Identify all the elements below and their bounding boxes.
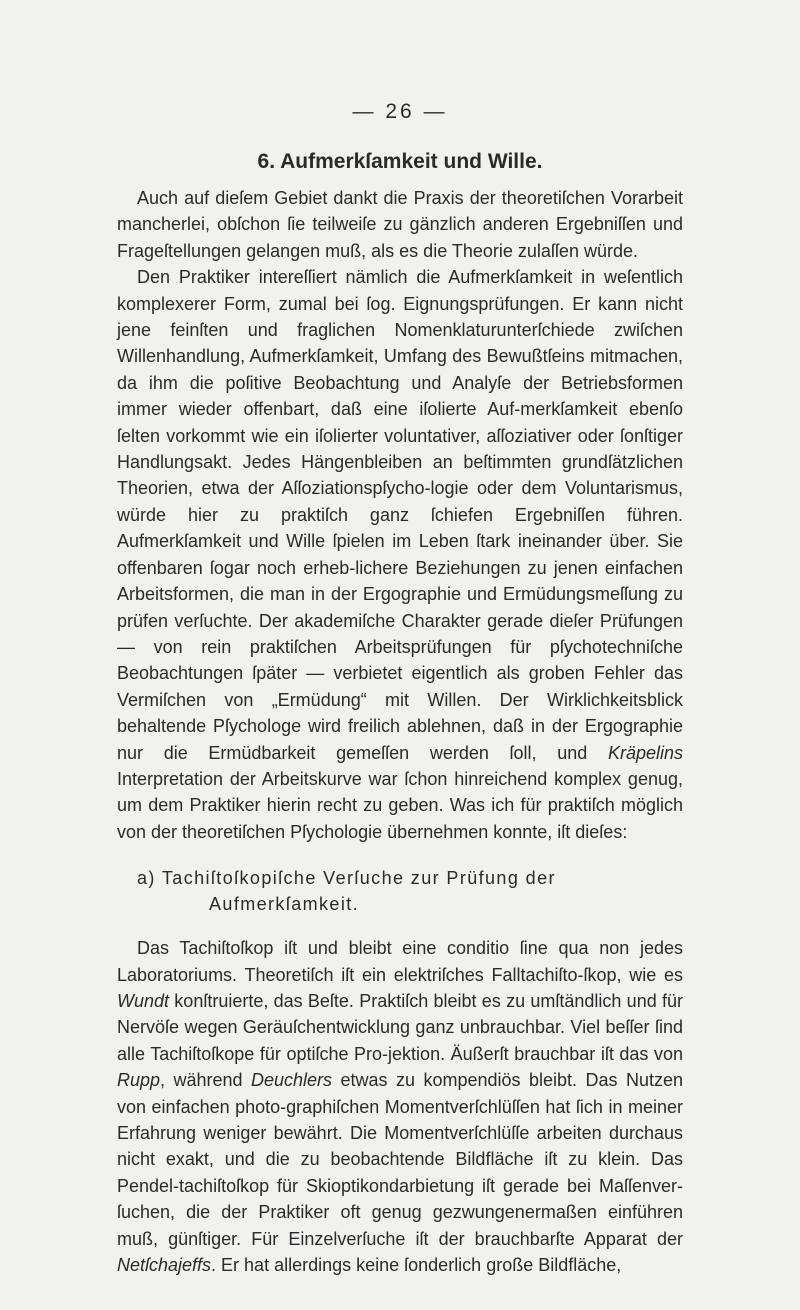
paragraph-3-part-1: Das Tachiſtoſkop iſt und bleibt eine conditio ſine qua non jedes Laboratoriums. Theoretiſch iſt ein elektriſches Falltachiſto-ſkop, wie es (117, 938, 683, 985)
author-deuchler: Deuchlers (251, 1070, 333, 1091)
paragraph-3-part-4: etwas zu kompendiös bleibt. Das Nutzen von einfachen photo-graphiſchen Momentverſchlüſſen hat ſich in meiner Erfahrung weniger bewährt. Die Momentverſchlüſſe arbeiten durchaus nicht exakt, und die zu beobachtende Bildfläche iſt zu klein. Das Pendel-tachiſtoſkop für Skioptikondarbietung iſt gerade bei Maſſenver-ſuchen, die der Praktiker oft genug gezwungenermaßen einführen muß, günſtiger. Für Einzelverſuche iſt der brauchbarſte Apparat der (117, 1070, 683, 1249)
author-rupp: Rupp (117, 1070, 161, 1091)
paragraph-1: Auch auf dieſem Gebiet dankt die Praxis der theoretiſchen Vorarbeit mancherlei, obſchon ſie teilweiſe zu gänzlich anderen Ergebniſſen und Frageſtellungen gelangen muß, als es die Theorie zulaſſen würde. (117, 188, 683, 261)
author-kraepelin: Kräpelins (607, 742, 683, 763)
section-heading: 6. Aufmerkſamkeit und Wille. (257, 150, 543, 173)
subsection-heading (117, 865, 683, 917)
paragraph-2 (117, 264, 683, 845)
author-wundt: Wundt (117, 990, 170, 1011)
paragraph-3-part-5: . Er hat allerdings keine ſonderlich große Bildfläche, (211, 1255, 622, 1276)
paragraph-3 (117, 935, 683, 1278)
paragraph-2-end: Interpretation der Arbeitskurve war ſchon hinreichend komplex genug, um dem Praktiker hierin recht zu geben. Was ich für praktiſch möglich von der theoretiſchen Pſychologie übernehmen konnte, iſt dieſes: (117, 768, 683, 842)
subsection-heading-line-1: a) Tachiſtoſkopiſche Verſuche zur Prüfung der (137, 868, 556, 889)
page-body (117, 185, 683, 1278)
paragraph-3-part-3: , während (160, 1070, 252, 1091)
paragraph-3-part-2: konſtruierte, das Beſte. Praktiſch bleibt es zu umſtändlich und für Nervöſe wegen Geräuſchentwicklung ganz unbrauchbar. Viel beſſer ſind alle Tachiſtoſkope für optiſche Pro-jektion. Äußerſt brauchbar iſt das von (117, 990, 683, 1064)
paragraph-2-text: Den Praktiker intereſſiert nämlich die Aufmerkſamkeit in weſentlich komplexerer Form, zumal bei ſog. Eignungsprüfungen. Er kann nicht jene feinſten und fraglichen Nomenklaturunterſchiede zwiſchen Willenhandlung, Aufmerkſamkeit, Umfang des Bewußtſeins mitmachen, da ihm die poſitive Beobachtung und Analyſe der Betriebsformen immer wieder offenbart, daß eine iſolierte Auf-merkſamkeit ebenſo ſelten vorkommt wie ein iſolierter voluntativer, aſſoziativer oder ſonſtiger Handlungsakt. Jedes Hängenbleiben an beſtimmten grundſätzlichen Theorien, etwa der Aſſoziationspſycho-logie oder dem Voluntarismus, würde hier zu praktiſch ganz ſchiefen Ergebniſſen führen. Aufmerkſamkeit und Wille ſpielen im Leben ſtark ineinander über. Sie offenbaren ſogar noch erheb-lichere Beziehungen zu jenen einfachen Arbeitsformen, die man in der Ergographie und Ermüdungsmeſſung zu prüfen verſuchte. Der akademiſche Charakter gerade dieſer Prüfungen — von rein praktiſchen Arbeitsprüfungen für pſychotechniſche Beobachtungen ſpäter — verbietet eigentlich als groben Fehler das Vermiſchen von „Ermüdung“ mit Willen. Der Wirklichkeitsblick behaltende Pſychologe wird freilich ablehnen, daß in der Ergographie nur die Ermüdbarkeit gemeſſen werden ſoll, und (117, 267, 683, 763)
author-netschajeff: Netſchajeffs (117, 1255, 212, 1276)
subsection-heading-line-2: Aufmerkſamkeit. (209, 894, 360, 915)
page-number: — 26 — (352, 100, 448, 123)
